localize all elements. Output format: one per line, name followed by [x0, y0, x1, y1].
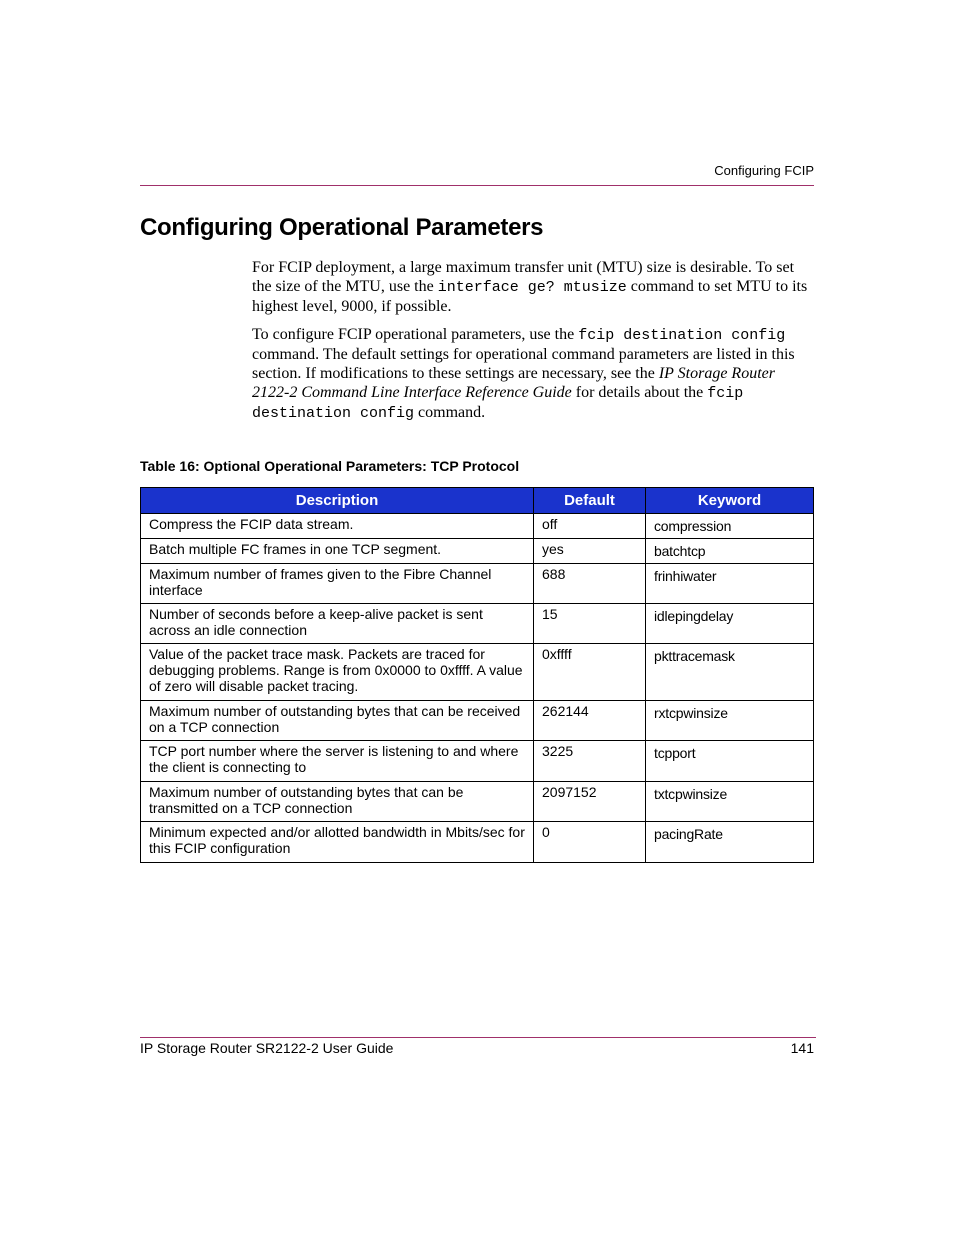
cell-description: Maximum number of outstanding bytes that can be transmitted on a TCP connection [141, 782, 534, 822]
cell-default: 0xffff [534, 644, 646, 701]
cell-default: yes [534, 539, 646, 564]
cell-keyword: tcpport [646, 741, 814, 782]
cell-description: Value of the packet trace mask. Packets are traced for debugging problems. Range is from 0x0000 to 0xffff. A value of zero will disable packet tracing. [141, 644, 534, 701]
body-text [252, 258, 814, 432]
command-code: interface ge? mtusize [437, 279, 627, 296]
page-number: 141 [790, 1040, 814, 1056]
paragraph-text: command. [414, 404, 486, 421]
cell-default: 3225 [534, 741, 646, 782]
reference-guide-title: IP Storage Router 2122-2 Command Line Interface Reference Guide [252, 365, 775, 401]
parameters-table [140, 487, 814, 863]
command-code: fcip destination config [252, 385, 744, 422]
cell-default: 15 [534, 604, 646, 644]
footer-guide-title: IP Storage Router SR2122-2 User Guide [140, 1040, 394, 1056]
table-row [141, 822, 814, 863]
cell-default: 2097152 [534, 782, 646, 822]
cell-description: Minimum expected and/or allotted bandwidth in Mbits/sec for this FCIP configuration [141, 822, 534, 863]
section-title: Configuring Operational Parameters [140, 214, 544, 241]
cell-default: 262144 [534, 701, 646, 741]
running-head: Configuring FCIP [714, 163, 814, 178]
table-row [141, 782, 814, 822]
cell-keyword: pacingRate [646, 822, 814, 863]
header-rule [140, 185, 814, 186]
table-row [141, 604, 814, 644]
paragraph-text: For FCIP deployment, a large maximum transfer unit (MTU) size is desirable. To set the size of the MTU, use the [252, 259, 795, 295]
cell-keyword: frinhiwater [646, 564, 814, 604]
cell-keyword: batchtcp [646, 539, 814, 564]
cell-keyword: compression [646, 514, 814, 539]
cell-description: TCP port number where the server is listening to and where the client is connecting to [141, 741, 534, 782]
cell-description: Maximum number of outstanding bytes that can be received on a TCP connection [141, 701, 534, 741]
paragraph-text: command. The default settings for operational command parameters are listed in this section. If modifications to these settings are necessary, see the [252, 346, 795, 382]
header-description: Description [141, 488, 534, 514]
cell-description: Compress the FCIP data stream. [141, 514, 534, 539]
command-code: fcip destination config [578, 327, 786, 344]
table-row [141, 701, 814, 741]
cell-description: Number of seconds before a keep-alive packet is sent across an idle connection [141, 604, 534, 644]
cell-description: Maximum number of frames given to the Fibre Channel interface [141, 564, 534, 604]
paragraph-text: To configure FCIP operational parameters, use the [252, 326, 579, 343]
table-row [141, 644, 814, 701]
table-caption: Table 16: Optional Operational Parameters: TCP Protocol [140, 458, 520, 474]
footer-rule [140, 1037, 816, 1038]
cell-keyword: pkttracemask [646, 644, 814, 701]
table-header-row [141, 488, 814, 514]
table-row [141, 514, 814, 539]
cell-default: 688 [534, 564, 646, 604]
cell-default: 0 [534, 822, 646, 863]
paragraph-text: for details about the [571, 384, 708, 401]
cell-default: off [534, 514, 646, 539]
paragraph-config [252, 325, 814, 423]
cell-keyword: txtcpwinsize [646, 782, 814, 822]
header-default: Default [534, 488, 646, 514]
paragraph-text: command to set MTU to its highest level, 9000, if possible. [252, 278, 808, 315]
cell-keyword: rxtcpwinsize [646, 701, 814, 741]
header-keyword: Keyword [646, 488, 814, 514]
cell-keyword: idlepingdelay [646, 604, 814, 644]
table-row [141, 564, 814, 604]
cell-description: Batch multiple FC frames in one TCP segment. [141, 539, 534, 564]
table-row [141, 539, 814, 564]
paragraph-mtu [252, 258, 814, 316]
table-row [141, 741, 814, 782]
